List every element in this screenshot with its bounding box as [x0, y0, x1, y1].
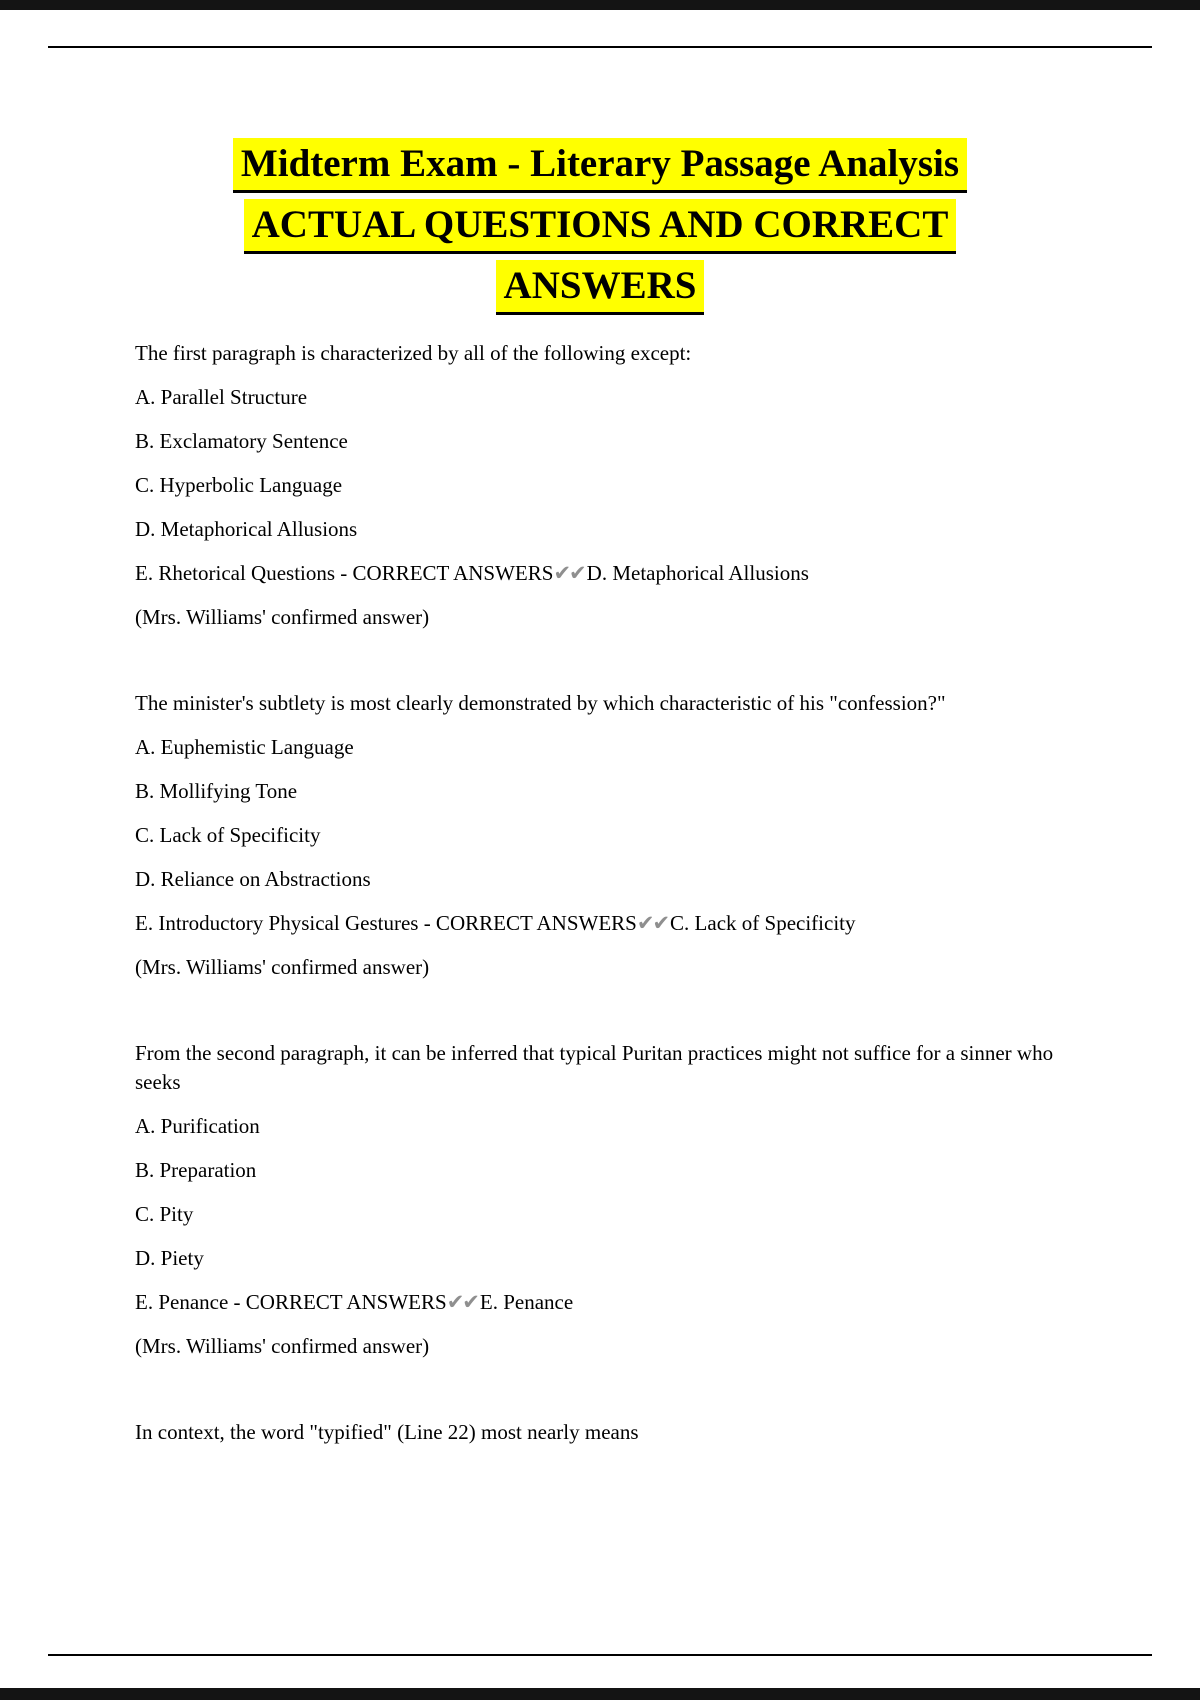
- option: D. Metaphorical Allusions: [135, 517, 358, 541]
- check-marks-icon: ✔✔: [553, 561, 585, 585]
- question-block-2: [135, 689, 1065, 997]
- check-marks-icon: ✔✔: [446, 1290, 478, 1314]
- option: C. Hyperbolic Language: [135, 473, 343, 497]
- answer-line: [135, 909, 1065, 938]
- answer-line: [135, 559, 1065, 588]
- option: A. Purification: [135, 1114, 260, 1138]
- page-title-line-2: [135, 199, 1065, 254]
- answer-text: C. Lack of Specificity: [670, 911, 856, 935]
- confirmed-note: (Mrs. Williams' confirmed answer): [135, 1334, 430, 1358]
- page-title: [135, 138, 1065, 315]
- title-highlight: ACTUAL QUESTIONS AND CORRECT: [244, 199, 957, 254]
- title-highlight: Midterm Exam - Literary Passage Analysis: [233, 138, 967, 193]
- question-block-3: [135, 1039, 1065, 1376]
- option: C. Pity: [135, 1202, 194, 1226]
- question-block-1: [135, 339, 1065, 647]
- answer-text: E. Penance: [479, 1290, 574, 1314]
- answer-prefix: E. Penance - CORRECT ANSWERS: [135, 1290, 447, 1314]
- question-stem: The minister's subtlety is most clearly demonstrated by which characteristic of his "confession?": [135, 691, 946, 715]
- confirmed-note: (Mrs. Williams' confirmed answer): [135, 955, 430, 979]
- document-content: [135, 46, 1065, 1462]
- question-stem: The first paragraph is characterized by all of the following except:: [135, 341, 692, 365]
- top-edge-bar: [0, 0, 1200, 10]
- page-title-line-1: [135, 138, 1065, 193]
- answer-prefix: E. Rhetorical Questions - CORRECT ANSWERS: [135, 561, 554, 585]
- confirmed-note: (Mrs. Williams' confirmed answer): [135, 605, 430, 629]
- question-stem: In context, the word "typified" (Line 22) most nearly means: [135, 1420, 639, 1444]
- option: D. Reliance on Abstractions: [135, 867, 371, 891]
- bottom-rule: [48, 1654, 1152, 1656]
- check-marks-icon: ✔✔: [636, 911, 669, 935]
- option: B. Mollifying Tone: [135, 779, 298, 803]
- option: D. Piety: [135, 1246, 204, 1270]
- question-stem: From the second paragraph, it can be inferred that typical Puritan practices might not suffice for a sinner who seeks: [135, 1041, 1054, 1094]
- title-highlight: ANSWERS: [496, 260, 705, 315]
- option: A. Parallel Structure: [135, 385, 308, 409]
- answer-text: D. Metaphorical Allusions: [586, 561, 809, 585]
- option: A. Euphemistic Language: [135, 735, 354, 759]
- option: B. Preparation: [135, 1158, 257, 1182]
- option: C. Lack of Specificity: [135, 823, 321, 847]
- bottom-edge-bar: [0, 1688, 1200, 1700]
- answer-line: [135, 1288, 1065, 1317]
- answer-prefix: E. Introductory Physical Gestures - CORRECT ANSWERS: [135, 911, 637, 935]
- page-title-line-3: [135, 260, 1065, 315]
- option: B. Exclamatory Sentence: [135, 429, 348, 453]
